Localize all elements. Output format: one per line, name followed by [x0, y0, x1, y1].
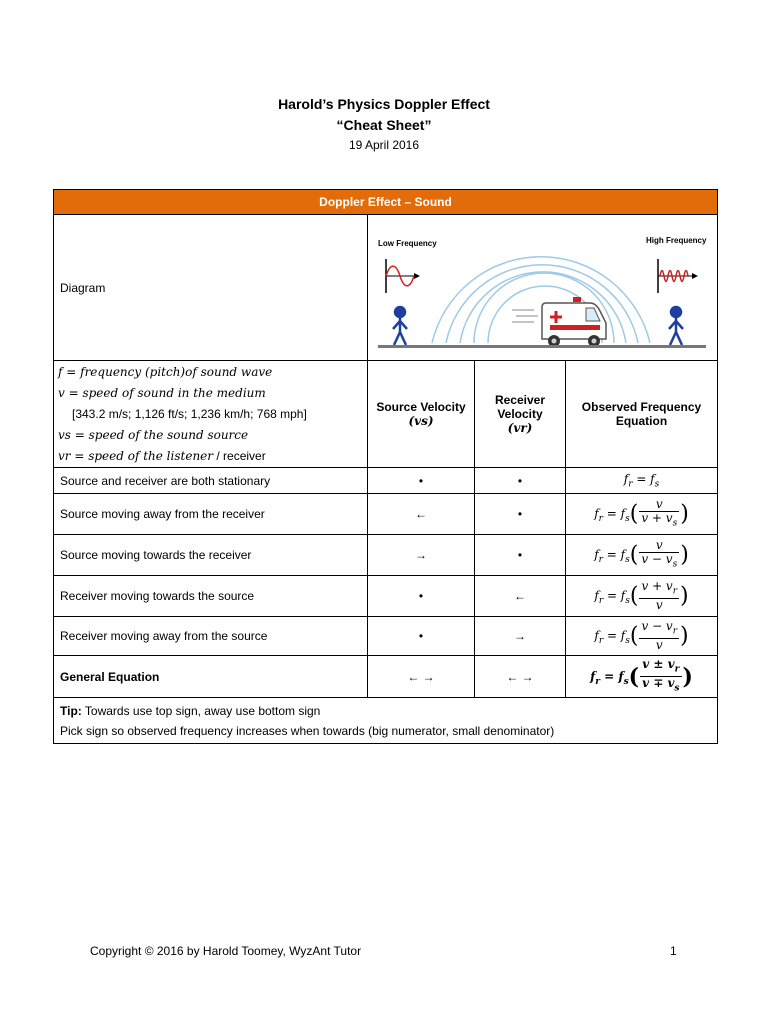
- low-frequency-wave: [386, 259, 420, 293]
- doc-subtitle: “Cheat Sheet”: [336, 117, 432, 133]
- definition-vs: vs = speed of the sound source: [58, 427, 249, 442]
- source-velocity-value: →: [368, 535, 475, 576]
- row-label: General Equation: [54, 656, 368, 698]
- doppler-table: [53, 189, 718, 744]
- copyright: Copyright © 2016 by Harold Toomey, WyzAnt Tutor: [90, 944, 362, 958]
- sound-wave-arcs: [432, 257, 650, 343]
- equation-general: $f_r = f_s$( $\frac{v \pm v_r}{v \mp v_s}$ ): [566, 656, 718, 698]
- equation-source-towards: $f_r = f_s$( $\frac{v}{v - v_s}$ ): [566, 535, 718, 576]
- equation-receiver-towards: $f_r = f_s$( $\frac{v + v_r}{v}$ ): [566, 576, 718, 617]
- tip-cell: [54, 698, 718, 744]
- speed-values: [343.2 m/s; 1,126 ft/s; 1,236 km/h; 768 mph]: [72, 406, 307, 421]
- definition-f: f = frequency (pitch)of sound wave: [58, 364, 273, 379]
- low-frequency-label: Low Frequency: [378, 239, 437, 248]
- definitions-row: [54, 361, 718, 468]
- source-velocity-value: ←: [368, 494, 475, 535]
- equation-receiver-away: $f_r = f_s$( $\frac{v - v_r}{v}$ ): [566, 617, 718, 656]
- tip-label: Tip:: [60, 703, 82, 718]
- section-header-row: [54, 190, 718, 215]
- receiver-velocity-value: •: [475, 468, 566, 494]
- ground-line: [378, 345, 706, 348]
- receiver-velocity-value: •: [475, 535, 566, 576]
- tip-row: [54, 698, 718, 744]
- definitions-cell: [54, 361, 368, 468]
- equation-stationary: $f_r = f_s$: [566, 468, 718, 494]
- observed-frequency-header: Observed Frequency Equation: [566, 361, 718, 468]
- doc-title: Harold’s Physics Doppler Effect: [278, 96, 490, 112]
- row-label: Receiver moving away from the source: [54, 617, 368, 656]
- table-row: [54, 494, 718, 535]
- diagram-row: [54, 215, 718, 361]
- diagram-label: Diagram: [54, 215, 368, 361]
- row-label: Source moving away from the receiver: [54, 494, 368, 535]
- doppler-diagram: [368, 215, 716, 357]
- page-number: 1: [670, 944, 677, 958]
- source-velocity-symbol: (vs): [408, 414, 434, 428]
- table-row: [54, 617, 718, 656]
- source-velocity-value: •: [368, 617, 475, 656]
- receiver-velocity-value: →: [475, 617, 566, 656]
- definition-vr-math: vr = speed of the listener: [58, 448, 214, 463]
- source-velocity-value: ← →: [368, 656, 475, 698]
- source-velocity-value: •: [368, 576, 475, 617]
- receiver-velocity-value: ← →: [475, 656, 566, 698]
- row-label: Receiver moving towards the source: [54, 576, 368, 617]
- section-title: Doppler Effect – Sound: [54, 190, 718, 215]
- source-velocity-value: •: [368, 468, 475, 494]
- listener-left-icon: [393, 307, 407, 345]
- receiver-velocity-value: ←: [475, 576, 566, 617]
- table-row: [54, 656, 718, 698]
- doc-date: 19 April 2016: [348, 138, 420, 152]
- row-label: Source moving towards the receiver: [54, 535, 368, 576]
- definition-v: v = speed of sound in the medium: [58, 385, 266, 400]
- motion-lines: [512, 310, 538, 322]
- receiver-velocity-header: Receiver Velocity (vr): [475, 361, 566, 468]
- receiver-velocity-symbol: (vr): [507, 421, 533, 435]
- row-label: Source and receiver are both stationary: [54, 468, 368, 494]
- tip-text: Towards use top sign, away use bottom sign: [81, 703, 321, 718]
- ambulance-icon: [542, 297, 606, 347]
- table-row: [54, 535, 718, 576]
- table-row: [54, 468, 718, 494]
- high-frequency-label: High Frequency: [646, 236, 707, 245]
- definition-vr: [58, 446, 361, 467]
- definition-vr-text: / receiver: [213, 448, 266, 463]
- diagram-cell: [368, 215, 718, 361]
- high-frequency-wave: [658, 259, 698, 293]
- receiver-velocity-value: •: [475, 494, 566, 535]
- source-velocity-header: Source Velocity (vs): [368, 361, 475, 468]
- table-row: [54, 576, 718, 617]
- equation-source-away: $f_r = f_s$( $\frac{v}{v + v_s}$ ): [566, 494, 718, 535]
- tip-line2: Pick sign so observed frequency increases when towards (big numerator, small denominator): [60, 723, 555, 738]
- listener-right-icon: [669, 307, 683, 345]
